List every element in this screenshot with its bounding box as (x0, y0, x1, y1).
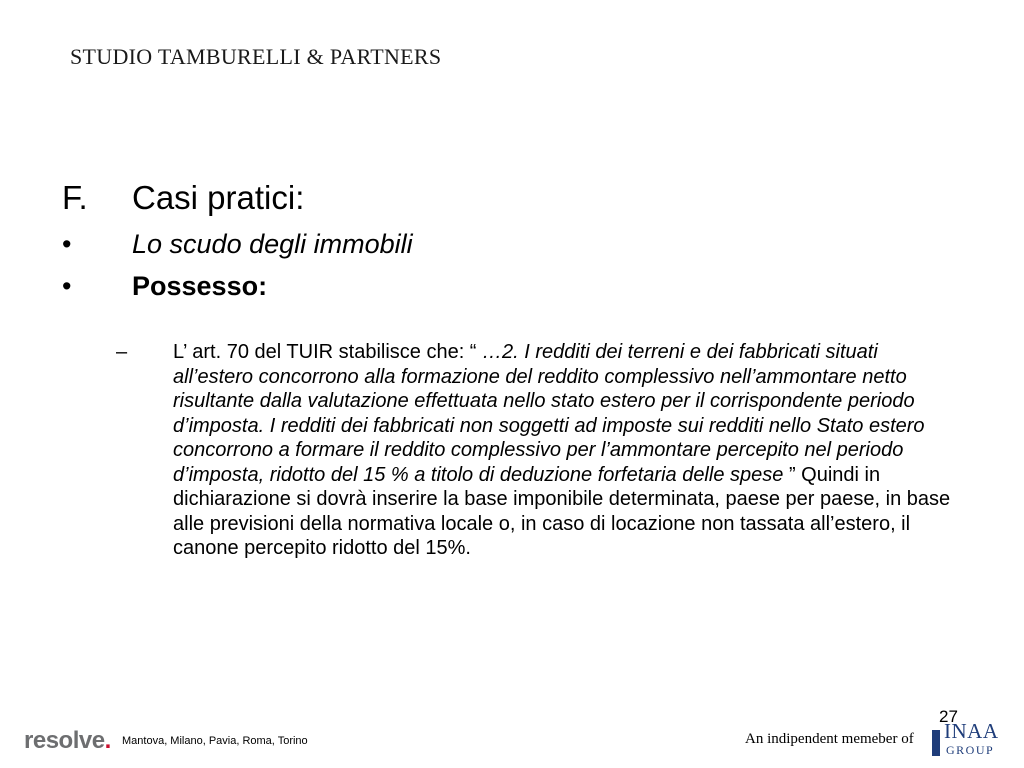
section-heading (62, 178, 304, 218)
section-letter: F. (62, 179, 88, 216)
inaa-logo (928, 712, 998, 758)
bullet-icon: • (62, 229, 72, 259)
logo-o: o (58, 727, 73, 754)
firm-name: STUDIO TAMBURELLI & PARTNERS (70, 44, 442, 69)
body-paragraph (116, 340, 976, 561)
office-cities: Mantova, Milano, Pavia, Roma, Torino (122, 735, 308, 747)
intro-text: L’ art. 70 del TUIR stabilisce che: “ (173, 341, 483, 363)
section-title: Casi pratici: (132, 179, 305, 216)
bullet-item (62, 228, 413, 260)
rest-text: ” Quindi in dichiarazione si dovrà inserire la base imponibile determinata, paese per paese, in base alle previsioni della normativa locale o, in caso di locazione non tassata all’estero, il canone percepito ridotto del 15%. (173, 463, 951, 559)
inaa-group: GROUP (946, 743, 995, 757)
quote-text: …2. I redditi dei terreni e dei fabbricati situati all’estero concorrono alla formazione del reddito complessivo nell’ammontare netto risultante dalla valutazione effettuata nello stato estero per il corrispondente periodo d’imposta. I redditi dei fabbricati non soggetti ad imposte sui redditi nello Stato estero concorrono a formare il reddito complessivo per l’ammontare percepito nel periodo d’imposta, ridotto del 15 % a titolo di deduzione forfetaria delle spese (173, 341, 925, 486)
paragraph-text (173, 340, 963, 561)
inaa-word: INAA (944, 719, 999, 743)
bullet-text: Lo scudo degli immobili (132, 229, 413, 259)
page-number: 27 (939, 707, 958, 726)
logo-tail: lve (72, 727, 105, 754)
bullet-icon: • (62, 271, 72, 301)
logo-text: res (24, 727, 59, 754)
bullet-text: Possesso: (132, 271, 268, 301)
member-statement: An indipendent memeber of (745, 731, 914, 747)
dash-marker: – (116, 341, 128, 363)
logo-dot: . (104, 727, 111, 754)
inaa-bar-icon (932, 730, 940, 756)
bullet-item (62, 270, 267, 302)
resolve-logo (24, 727, 111, 755)
